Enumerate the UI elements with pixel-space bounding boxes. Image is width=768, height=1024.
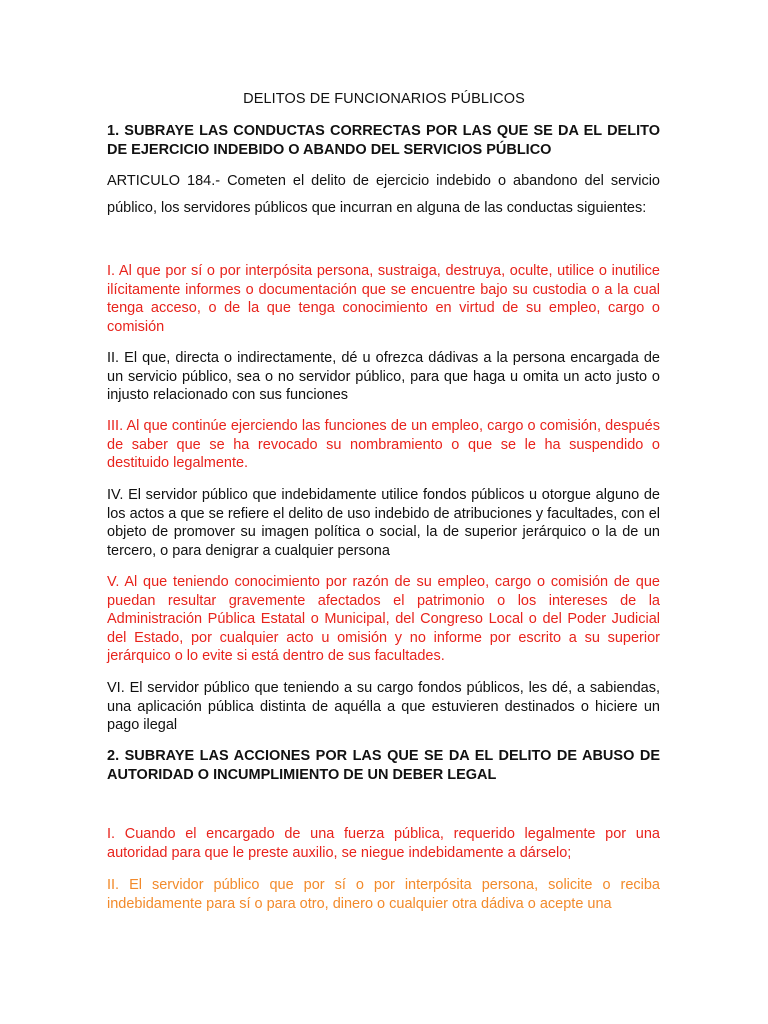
item-1-ii: II. El que, directa o indirectamente, dé u ofrezca dádivas a la persona encargada de un servicio público, sea o no servidor público, para que haga u omita un acto justo o injusto relacionado con sus funciones: [107, 350, 660, 403]
item-2-ii: II. El servidor público que por sí o por interpósita persona, solicite o reciba indebidamente para sí o para otro, dinero o cualquier otra dádiva o acepte una: [107, 877, 660, 912]
item-1-vi: VI. El servidor público que teniendo a su cargo fondos públicos, les dé, a sabiendas, una aplicación pública distinta de aquélla a que estuvieren destinados o hiciere un pago ilegal: [107, 680, 660, 733]
item-2-i: I. Cuando el encargado de una fuerza pública, requerido legalmente por una autoridad para que le preste auxilio, se niegue indebidamente a dárselo;: [107, 826, 660, 861]
heading-1: 1. SUBRAYE LAS CONDUCTAS CORRECTAS POR LAS QUE SE DA EL DELITO DE EJERCICIO INDEBIDO O ABANDO DEL SERVICIOS PÚBLICO: [107, 123, 660, 158]
heading-2: 2. SUBRAYE LAS ACCIONES POR LAS QUE SE DA EL DELITO DE ABUSO DE AUTORIDAD O INCUMPLIMIENTO DE UN DEBER LEGAL: [107, 748, 660, 783]
article-184-intro: ARTICULO 184.- Cometen el delito de ejercicio indebido o abandono del servicio público, los servidores públicos que incurran en alguna de las conductas siguientes:: [107, 173, 660, 216]
item-1-v: V. Al que teniendo conocimiento por razón de su empleo, cargo o comisión de que puedan resultar gravemente afectados el patrimonio o los intereses de la Administración Pública Estatal o Municipal, del Congreso Local o del Poder Judicial del Estado, por cualquier acto u omisión y no informe por escrito a su superior jerárquico o lo evite si está dentro de sus facultades.: [107, 574, 660, 664]
document-title: DELITOS DE FUNCIONARIOS PÚBLICOS: [243, 91, 525, 107]
item-1-iv: IV. El servidor público que indebidamente utilice fondos públicos u otorgue alguno de los actos a que se refiere el delito de uso indebido de atribuciones y facultades, con el objeto de promover su imagen política o social, la de superior jerárquico o la de un tercero, o para denigrar a cualquier persona: [107, 487, 660, 559]
item-1-iii: III. Al que continúe ejerciendo las funciones de un empleo, cargo o comisión, después de saber que se ha revocado su nombramiento o que se le ha suspendido o destituido legalmente.: [107, 418, 660, 471]
item-1-i: I. Al que por sí o por interpósita persona, sustraiga, destruya, oculte, utilice o inutilice ilícitamente informes o documentación que se encuentre bajo su custodia o a la cual tenga acceso, o de la que tenga conocimiento en virtud de su empleo, cargo o comisión: [107, 263, 660, 335]
